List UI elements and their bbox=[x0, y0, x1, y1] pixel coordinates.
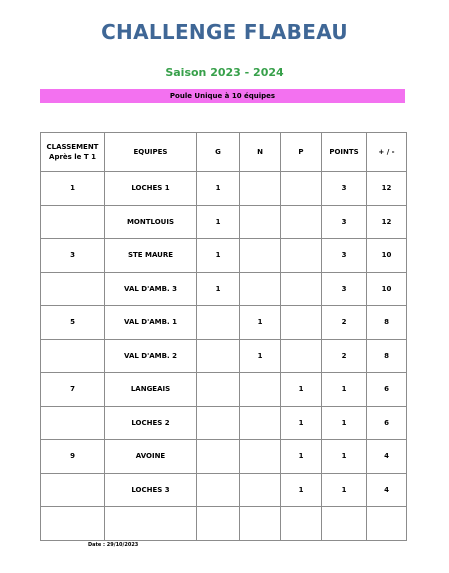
p-cell bbox=[281, 306, 322, 340]
g-cell: 1 bbox=[197, 205, 240, 239]
team-cell: LOCHES 3 bbox=[105, 473, 197, 507]
table-row bbox=[41, 406, 407, 440]
points-cell: 2 bbox=[322, 306, 367, 340]
table-row bbox=[41, 473, 407, 507]
n-cell bbox=[240, 473, 281, 507]
table-row bbox=[41, 306, 407, 340]
col-header-equipes: EQUIPES bbox=[105, 133, 197, 172]
p-cell: 1 bbox=[281, 406, 322, 440]
points-cell: 3 bbox=[322, 172, 367, 206]
page-title: CHALLENGE FLABEAU bbox=[101, 20, 348, 44]
table-row bbox=[41, 440, 407, 474]
p-cell: 1 bbox=[281, 473, 322, 507]
p-cell: 1 bbox=[281, 440, 322, 474]
table-row bbox=[41, 272, 407, 306]
col-header-diff: + / - bbox=[367, 133, 407, 172]
points-cell: 1 bbox=[322, 440, 367, 474]
rank-cell bbox=[41, 205, 105, 239]
rank-cell bbox=[41, 473, 105, 507]
p-cell bbox=[281, 339, 322, 373]
rank-cell bbox=[41, 507, 105, 541]
diff-cell: 6 bbox=[367, 373, 407, 407]
table-row bbox=[41, 239, 407, 273]
g-cell bbox=[197, 306, 240, 340]
g-cell bbox=[197, 473, 240, 507]
team-cell: LANGEAIS bbox=[105, 373, 197, 407]
table-row bbox=[41, 205, 407, 239]
diff-cell: 10 bbox=[367, 239, 407, 273]
team-cell: LOCHES 1 bbox=[105, 172, 197, 206]
table-row bbox=[41, 373, 407, 407]
table-row bbox=[41, 507, 407, 541]
col-header-classement: CLASSEMENT Après le T 1 bbox=[41, 133, 105, 172]
team-cell: STE MAURE bbox=[105, 239, 197, 273]
n-cell bbox=[240, 440, 281, 474]
n-cell bbox=[240, 507, 281, 541]
g-cell: 1 bbox=[197, 239, 240, 273]
team-cell: LOCHES 2 bbox=[105, 406, 197, 440]
n-cell bbox=[240, 172, 281, 206]
rank-cell bbox=[41, 339, 105, 373]
team-cell: AVOINE bbox=[105, 440, 197, 474]
diff-cell: 6 bbox=[367, 406, 407, 440]
n-cell: 1 bbox=[240, 339, 281, 373]
date-label: Date : 29/10/2023 bbox=[88, 542, 139, 548]
standings-table bbox=[40, 132, 407, 541]
points-cell: 1 bbox=[322, 406, 367, 440]
table-row bbox=[41, 339, 407, 373]
g-cell bbox=[197, 440, 240, 474]
points-cell: 1 bbox=[322, 373, 367, 407]
team-cell: VAL D'AMB. 3 bbox=[105, 272, 197, 306]
rank-cell: 7 bbox=[41, 373, 105, 407]
g-cell bbox=[197, 406, 240, 440]
diff-cell: 4 bbox=[367, 440, 407, 474]
points-cell: 3 bbox=[322, 205, 367, 239]
p-cell: 1 bbox=[281, 373, 322, 407]
diff-cell: 8 bbox=[367, 339, 407, 373]
p-cell bbox=[281, 205, 322, 239]
g-cell: 1 bbox=[197, 272, 240, 306]
n-cell bbox=[240, 373, 281, 407]
col-header-g: G bbox=[197, 133, 240, 172]
points-cell: 3 bbox=[322, 272, 367, 306]
n-cell: 1 bbox=[240, 306, 281, 340]
n-cell bbox=[240, 239, 281, 273]
pool-banner: Poule Unique à 10 équipes bbox=[40, 89, 405, 103]
rank-cell bbox=[41, 272, 105, 306]
p-cell bbox=[281, 239, 322, 273]
diff-cell: 12 bbox=[367, 172, 407, 206]
g-cell bbox=[197, 507, 240, 541]
diff-cell: 10 bbox=[367, 272, 407, 306]
rank-cell: 9 bbox=[41, 440, 105, 474]
points-cell: 2 bbox=[322, 339, 367, 373]
n-cell bbox=[240, 272, 281, 306]
points-cell: 3 bbox=[322, 239, 367, 273]
rank-cell: 3 bbox=[41, 239, 105, 273]
points-cell bbox=[322, 507, 367, 541]
p-cell bbox=[281, 272, 322, 306]
diff-cell: 4 bbox=[367, 473, 407, 507]
col-header-points: POINTS bbox=[322, 133, 367, 172]
rank-cell: 1 bbox=[41, 172, 105, 206]
team-cell: VAL D'AMB. 1 bbox=[105, 306, 197, 340]
header-row bbox=[41, 133, 407, 172]
diff-cell bbox=[367, 507, 407, 541]
rank-cell: 5 bbox=[41, 306, 105, 340]
p-cell bbox=[281, 507, 322, 541]
team-cell: MONTLOUIS bbox=[105, 205, 197, 239]
team-cell bbox=[105, 507, 197, 541]
points-cell: 1 bbox=[322, 473, 367, 507]
g-cell bbox=[197, 373, 240, 407]
p-cell bbox=[281, 172, 322, 206]
n-cell bbox=[240, 205, 281, 239]
n-cell bbox=[240, 406, 281, 440]
col-header-n: N bbox=[240, 133, 281, 172]
diff-cell: 12 bbox=[367, 205, 407, 239]
g-cell: 1 bbox=[197, 172, 240, 206]
diff-cell: 8 bbox=[367, 306, 407, 340]
season-label: Saison 2023 - 2024 bbox=[165, 66, 284, 79]
rank-cell bbox=[41, 406, 105, 440]
table-row bbox=[41, 172, 407, 206]
col-header-p: P bbox=[281, 133, 322, 172]
g-cell bbox=[197, 339, 240, 373]
team-cell: VAL D'AMB. 2 bbox=[105, 339, 197, 373]
